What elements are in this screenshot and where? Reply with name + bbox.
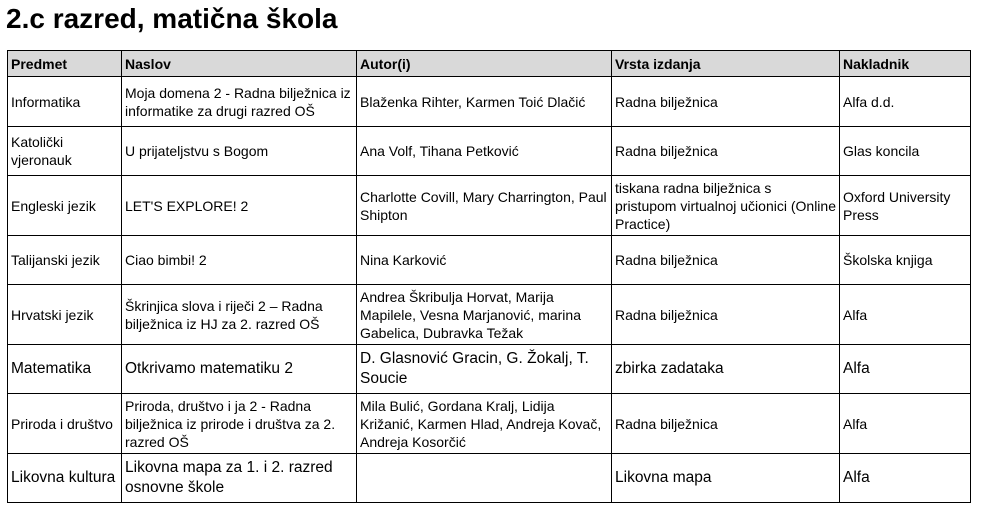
table-row (8, 454, 971, 503)
cell-predmet: Katolički vjeronauk (8, 127, 122, 176)
cell-nakladnik: Alfa (840, 394, 971, 454)
cell-predmet: Priroda i društvo (8, 394, 122, 454)
cell-naslov: Škrinjica slova i riječi 2 – Radna bilježnica iz HJ za 2. razred OŠ (122, 285, 357, 345)
cell-autori: Mila Bulić, Gordana Kralj, Lidija Križanić, Karmen Hlad, Andreja Kovač, Andreja Kosorčić (357, 394, 612, 454)
cell-nakladnik: Alfa (840, 454, 971, 503)
cell-nakladnik: Oxford University Press (840, 176, 971, 236)
cell-naslov: Likovna mapa za 1. i 2. razred osnovne škole (122, 454, 357, 503)
cell-naslov: Otkrivamo matematiku 2 (122, 345, 357, 394)
cell-vrsta: Radna bilježnica (612, 236, 840, 285)
cell-vrsta: Likovna mapa (612, 454, 840, 503)
table-row (8, 345, 971, 394)
cell-vrsta: Radna bilježnica (612, 77, 840, 127)
cell-predmet: Matematika (8, 345, 122, 394)
cell-nakladnik: Alfa d.d. (840, 77, 971, 127)
textbook-table (7, 50, 971, 503)
header-predmet: Predmet (8, 51, 122, 77)
cell-nakladnik: Školska knjiga (840, 236, 971, 285)
cell-vrsta: zbirka zadataka (612, 345, 840, 394)
cell-vrsta: Radna bilježnica (612, 127, 840, 176)
cell-naslov: Ciao bimbi! 2 (122, 236, 357, 285)
table-row (8, 394, 971, 454)
cell-autori: Ana Volf, Tihana Petković (357, 127, 612, 176)
cell-nakladnik: Alfa (840, 285, 971, 345)
table-row (8, 285, 971, 345)
cell-autori: D. Glasnović Gracin, G. Žokalj, T. Soucie (357, 345, 612, 394)
cell-predmet: Informatika (8, 77, 122, 127)
cell-naslov: Moja domena 2 - Radna bilježnica iz informatike za drugi razred OŠ (122, 77, 357, 127)
table-row (8, 236, 971, 285)
cell-naslov: U prijateljstvu s Bogom (122, 127, 357, 176)
table-row (8, 176, 971, 236)
cell-vrsta: Radna bilježnica (612, 394, 840, 454)
header-vrsta-izdanja: Vrsta izdanja (612, 51, 840, 77)
cell-naslov: LET'S EXPLORE! 2 (122, 176, 357, 236)
cell-autori (357, 454, 612, 503)
cell-autori: Blaženka Rihter, Karmen Toić Dlačić (357, 77, 612, 127)
cell-predmet: Hrvatski jezik (8, 285, 122, 345)
cell-nakladnik: Alfa (840, 345, 971, 394)
cell-autori: Charlotte Covill, Mary Charrington, Paul Shipton (357, 176, 612, 236)
page-title: 2.c razred, matična škola (6, 3, 338, 34)
cell-vrsta: tiskana radna bilježnica s pristupom virtualnoj učionici (Online Practice) (612, 176, 840, 236)
cell-vrsta: Radna bilježnica (612, 285, 840, 345)
table-row (8, 127, 971, 176)
header-naslov: Naslov (122, 51, 357, 77)
header-autori: Autor(i) (357, 51, 612, 77)
cell-predmet: Talijanski jezik (8, 236, 122, 285)
cell-predmet: Likovna kultura (8, 454, 122, 503)
cell-naslov: Priroda, društvo i ja 2 - Radna bilježnica iz prirode i društva za 2. razred OŠ (122, 394, 357, 454)
cell-autori: Nina Karković (357, 236, 612, 285)
table-header-row (8, 51, 971, 77)
cell-autori: Andrea Škribulja Horvat, Marija Mapilele, Vesna Marjanović, marina Gabelica, Dubravka Težak (357, 285, 612, 345)
table-row (8, 77, 971, 127)
header-nakladnik: Nakladnik (840, 51, 971, 77)
cell-nakladnik: Glas koncila (840, 127, 971, 176)
cell-predmet: Engleski jezik (8, 176, 122, 236)
